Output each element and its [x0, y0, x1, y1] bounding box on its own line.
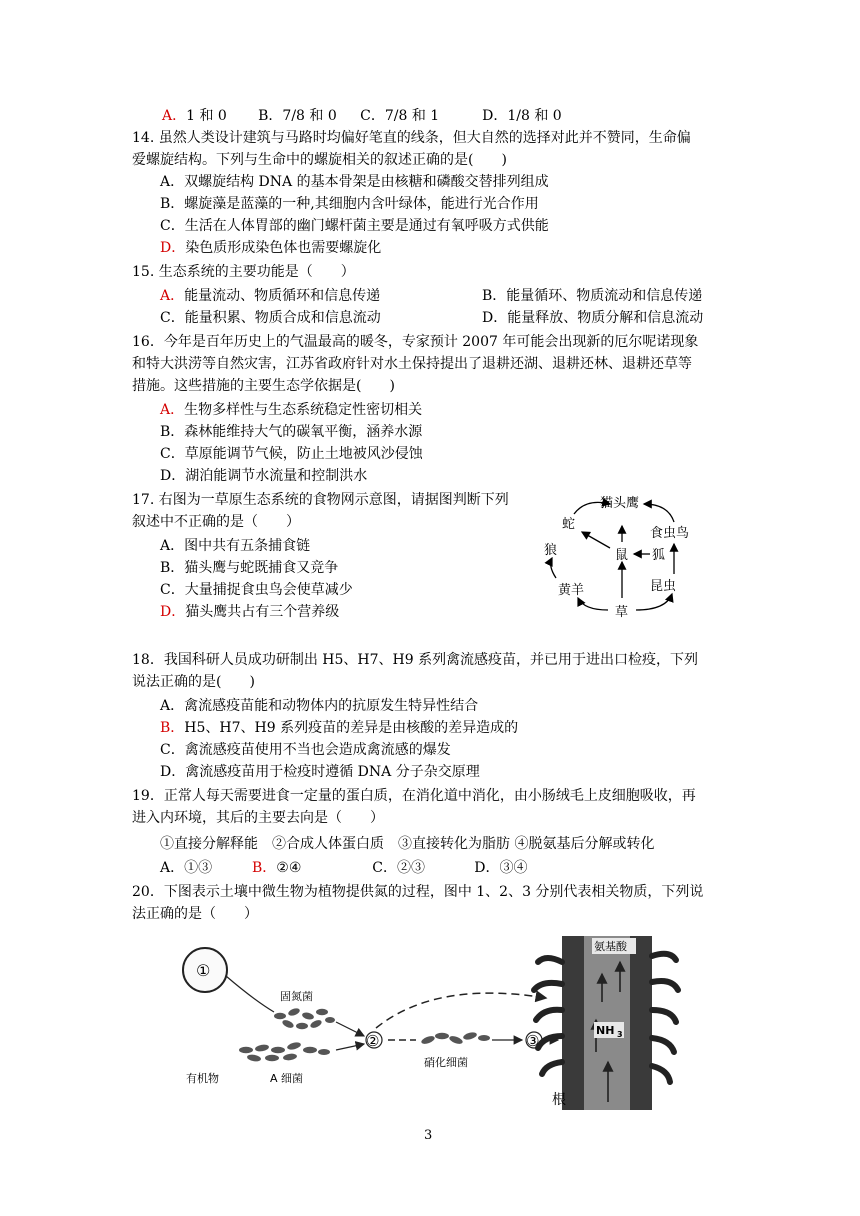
label-amino-acid: 氨基酸 [594, 940, 627, 953]
q14-option-c: C．生活在人体胃部的幽门螺杆菌主要是通过有氧呼吸方式供能 [160, 218, 549, 234]
q18-answer-mark: B． [160, 720, 185, 736]
food-web-diagram [540, 492, 700, 624]
node-insect: 昆虫 [650, 579, 677, 594]
label-substance-2: ② [366, 1032, 380, 1050]
q13-option-b: B．7/8 和 0 [258, 108, 337, 124]
q14-option-b: B．螺旋藻是蓝藻的一种,其细胞内含叶绿体，能进行光合作用 [160, 196, 539, 212]
q17-option-b: B．猫头鹰与蛇既捕食又竞争 [160, 560, 339, 576]
q16-stem-3: 措施。这些措施的主要生态学依据是( ) [132, 378, 395, 394]
node-grass: 草 [615, 605, 629, 620]
label-nitrogen-fixing-bacteria: 固氮菌 [280, 990, 313, 1003]
q18-option-b [160, 718, 518, 738]
q13-option-d: D．1/8 和 0 [482, 108, 562, 124]
q19-option-b: ②④ [276, 860, 302, 876]
q14-option-d [160, 238, 381, 258]
q18-stem-2: 说法正确的是( ) [132, 674, 255, 690]
q15-option-a [160, 286, 380, 306]
node-owl: 猫头鹰 [600, 496, 640, 511]
q19-option-a: A．①③ [160, 860, 213, 876]
node-snake: 蛇 [562, 517, 576, 532]
q14-answer-mark: D． [160, 240, 186, 256]
q17-option-c: C．大量捕捉食虫鸟会使草减少 [160, 582, 353, 598]
label-nitrifying-bacteria: 硝化细菌 [424, 1056, 468, 1069]
q17-answer-mark: D． [160, 604, 186, 620]
label-substance-3: ③ [526, 1032, 540, 1050]
q14-stem-2: 爱螺旋结构。下列与生命中的螺旋相关的叙述正确的是( ) [132, 152, 507, 168]
q13-options [162, 106, 562, 126]
q16-option-d: D．湖泊能调节水流量和控制洪水 [160, 468, 368, 484]
q17-option-d [160, 602, 339, 622]
q18-option-c: C．禽流感疫苗使用不当也会造成禽流感的爆发 [160, 742, 451, 758]
label-nh3-subscript: 3 [617, 1030, 623, 1039]
root-illustration [534, 936, 678, 1110]
q20-stem-1: 20．下图表示土壤中微生物为植物提供氮的过程，图中 1、2、3 分别代表相关物质，下列说 [132, 884, 704, 900]
label-organic-matter: 有机物 [186, 1072, 219, 1085]
q15-stem: 15. 生态系统的主要功能是（ ） [132, 264, 355, 280]
q14-option-d-text: 染色质形成染色体也需要螺旋化 [185, 240, 382, 256]
q18-option-b-text: H5、H7、H9 系列疫苗的差异是由核酸的差异造成的 [184, 720, 519, 736]
q19-stem-1: 19．正常人每天需要进食一定量的蛋白质，在消化道中消化，由小肠绒毛上皮细胞吸收，再 [132, 788, 696, 804]
nitrogen-cycle-figure [176, 932, 686, 1110]
node-fox: 狐 [652, 548, 666, 563]
q15-option-c: C．能量积累、物质合成和信息流动 [160, 310, 381, 326]
q17-option-a: A．图中共有五条捕食链 [160, 538, 311, 554]
q13-option-c: C．7/8 和 1 [360, 108, 440, 124]
q19-answer-mark: B． [252, 860, 277, 876]
q14-option-a: A．双螺旋结构 DNA 的基本骨架是由核糖和磷酸交替排列组成 [160, 174, 549, 190]
q16-option-c: C．草原能调节气候，防止土地被风沙侵蚀 [160, 446, 423, 462]
q19-option-c: C．②③ [372, 860, 426, 876]
node-yellow-goat: 黄羊 [558, 583, 585, 598]
a-bacteria-icon [239, 1041, 330, 1062]
q17-stem-1: 17. 右图为一草原生态系统的食物网示意图，请据图判断下列 [132, 492, 509, 508]
q16-option-a-text: 生物多样性与生态系统稳定性密切相关 [184, 402, 423, 418]
q18-option-a: A．禽流感疫苗能和动物体内的抗原发生特异性结合 [160, 698, 479, 714]
q15-option-d: D．能量释放、物质分解和信息流动 [482, 310, 704, 326]
nitrogen-fixing-bacteria-icon [274, 1007, 335, 1029]
q16-option-b: B．森林能维持大气的碳氧平衡，涵养水源 [160, 424, 423, 440]
q13-option-a-mark: A． [162, 108, 187, 124]
q18-stem-1: 18．我国科研人员成功研制出 H5、H7、H9 系列禽流感疫苗，并已用于进出口检疫，下列 [132, 652, 699, 668]
nitrifying-bacteria-icon [420, 1031, 490, 1045]
page-number: 3 [424, 1128, 433, 1143]
q17-option-d-text: 猫头鹰共占有三个营养级 [185, 604, 340, 620]
q18-option-d: D．禽流感疫苗用于检疫时遵循 DNA 分子杂交原理 [160, 764, 480, 780]
q19-items: ①直接分解释能 ②合成人体蛋白质 ③直接转化为脂肪 ④脱氨基后分解或转化 [160, 836, 655, 852]
q19-options [160, 858, 528, 878]
label-a-bacteria: A 细菌 [270, 1072, 304, 1085]
q19-option-d: D．③④ [474, 860, 528, 876]
q15-option-b: B．能量循环、物质流动和信息传递 [482, 288, 703, 304]
q16-stem-1: 16．今年是百年历史上的气温最高的暖冬，专家预计 2007 年可能会出现新的厄尔呢诺现象 [132, 334, 699, 350]
q20-stem-2: 法正确的是（ ） [132, 906, 258, 922]
q16-answer-mark: A． [160, 402, 185, 418]
q15-answer-mark: A． [160, 288, 185, 304]
q13-option-a: 1 和 0 [186, 108, 227, 124]
label-nh3: NH [596, 1024, 615, 1037]
q16-stem-2: 和特大洪涝等自然灾害，江苏省政府针对水土保持提出了退耕还湖、退耕还林、退耕还草等 [132, 356, 692, 372]
q17-stem-2: 叙述中不正确的是（ ） [132, 514, 300, 530]
label-root: 根 [552, 1092, 566, 1108]
label-substance-1: ① [196, 961, 211, 980]
node-insectivorous-bird: 食虫鸟 [650, 526, 690, 541]
q14-stem-1: 14. 虽然人类设计建筑与马路时均偏好笔直的线条，但大自然的选择对此并不赞同，生命偏 [132, 130, 691, 146]
q19-stem-2: 进入内环境，其后的主要去向是（ ） [132, 810, 384, 826]
node-mouse: 鼠 [615, 548, 629, 563]
q16-option-a [160, 400, 422, 420]
node-wolf: 狼 [544, 543, 558, 558]
q15-option-a-text: 能量流动、物质循环和信息传递 [184, 288, 381, 304]
